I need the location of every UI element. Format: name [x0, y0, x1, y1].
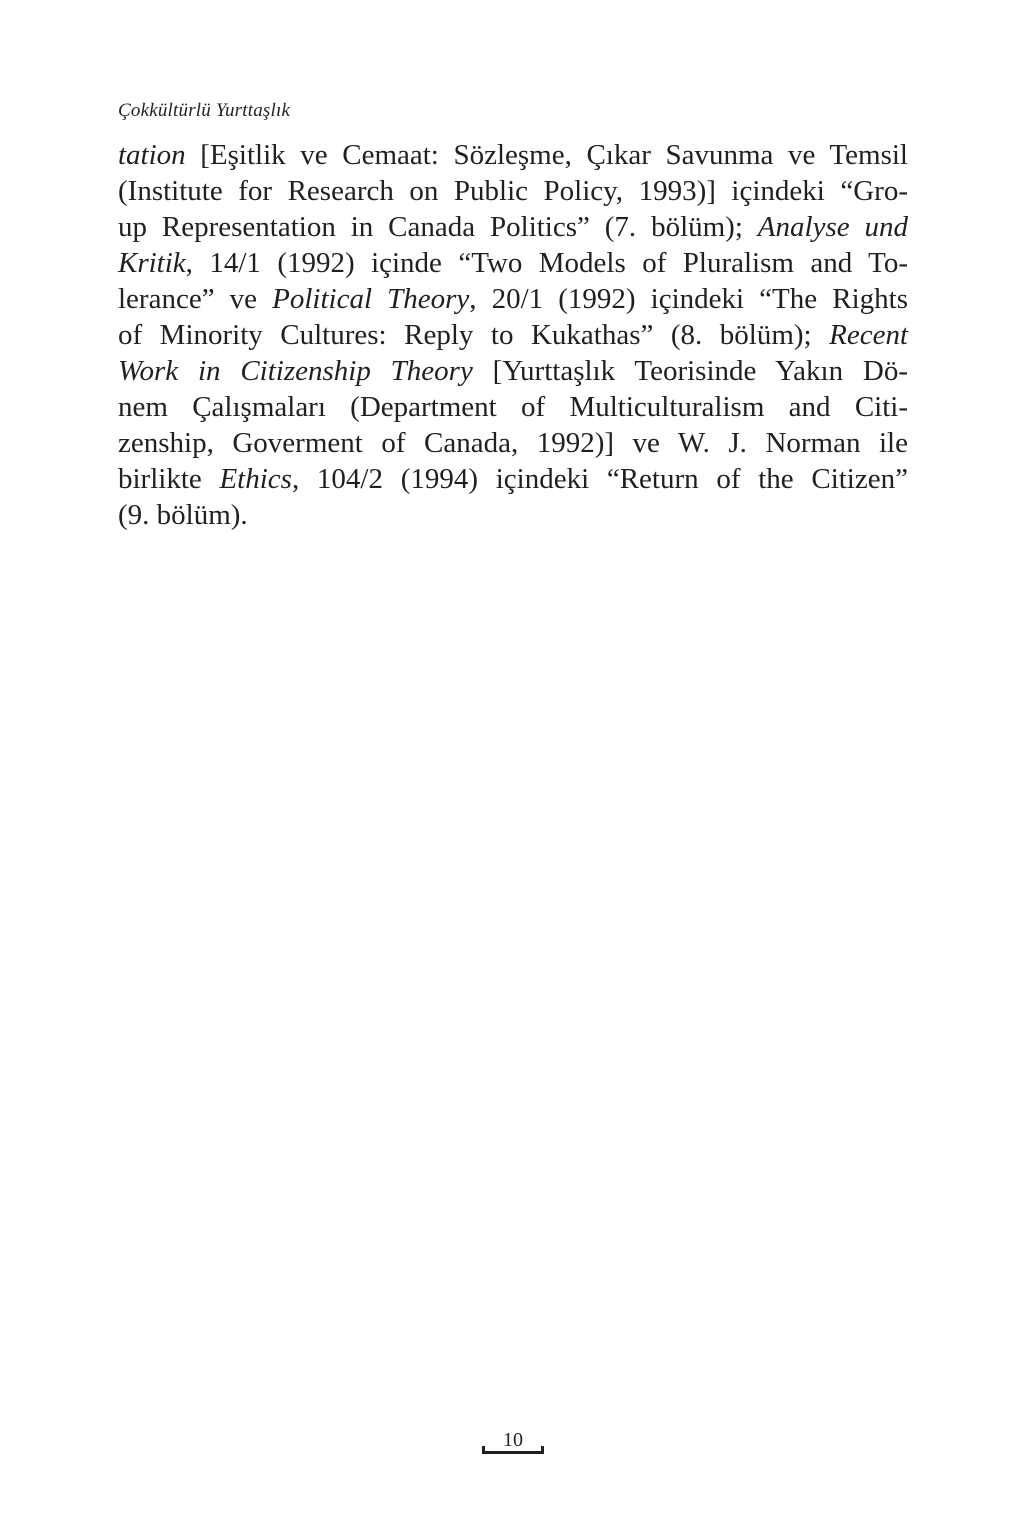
text-line [118, 281, 908, 317]
text-line [118, 317, 908, 353]
italic-title-segment: Ethics [219, 463, 292, 495]
text-line [118, 425, 908, 461]
text-segment: [Eşitlik ve Cemaat: Sözleşme, Çıkar Savunma ve Temsil [185, 139, 908, 171]
text-line [118, 389, 908, 425]
italic-title-segment: Political Theory [272, 283, 470, 315]
text-segment: , 104/2 (1994) içindeki “Return of the Citizen” [291, 463, 908, 495]
text-line [118, 245, 908, 281]
running-header-title: Çokkültürlü Yurttaşlık [118, 100, 291, 121]
text-line [118, 137, 908, 173]
italic-title-segment: Kritik [118, 247, 186, 279]
text-segment: birlikte [118, 463, 220, 495]
italic-title-segment: Recent [829, 319, 908, 351]
page-footer [482, 1428, 544, 1454]
text-segment: lerance” ve [118, 283, 273, 315]
text-segment: of Minority Cultures: Reply to Kukathas” (8. bölüm); [118, 319, 830, 351]
page-number: 10 [503, 1429, 523, 1451]
text-segment: up Representation in Canada Politics” (7. bölüm); [118, 211, 758, 243]
text-segment: , 20/1 (1992) içindeki “The Rights [469, 283, 908, 315]
text-line [118, 353, 908, 389]
text-segment: , 14/1 (1992) içinde “Two Models of Pluralism and To- [185, 247, 908, 279]
page-number-rule [482, 1451, 544, 1454]
text-segment: zenship, Goverment of Canada, 1992)] ve W. J. Norman ile [118, 427, 908, 459]
text-line [118, 461, 908, 497]
text-line [118, 209, 908, 245]
italic-title-segment: Analyse und [757, 211, 908, 243]
text-segment: [Yurttaşlık Teorisinde Yakın Dö- [472, 355, 908, 387]
text-segment: (9. bölüm). [118, 499, 248, 531]
text-segment: (Institute for Research on Public Policy, 1993)] içindeki “Gro- [118, 175, 908, 207]
body-paragraph [118, 137, 908, 533]
text-line [118, 497, 908, 533]
text-segment: nem Çalışmaları (Department of Multiculturalism and Citi- [118, 391, 908, 423]
text-line [118, 173, 908, 209]
italic-title-segment: tation [118, 139, 186, 171]
italic-title-segment: Work in Citizenship Theory [118, 355, 473, 387]
